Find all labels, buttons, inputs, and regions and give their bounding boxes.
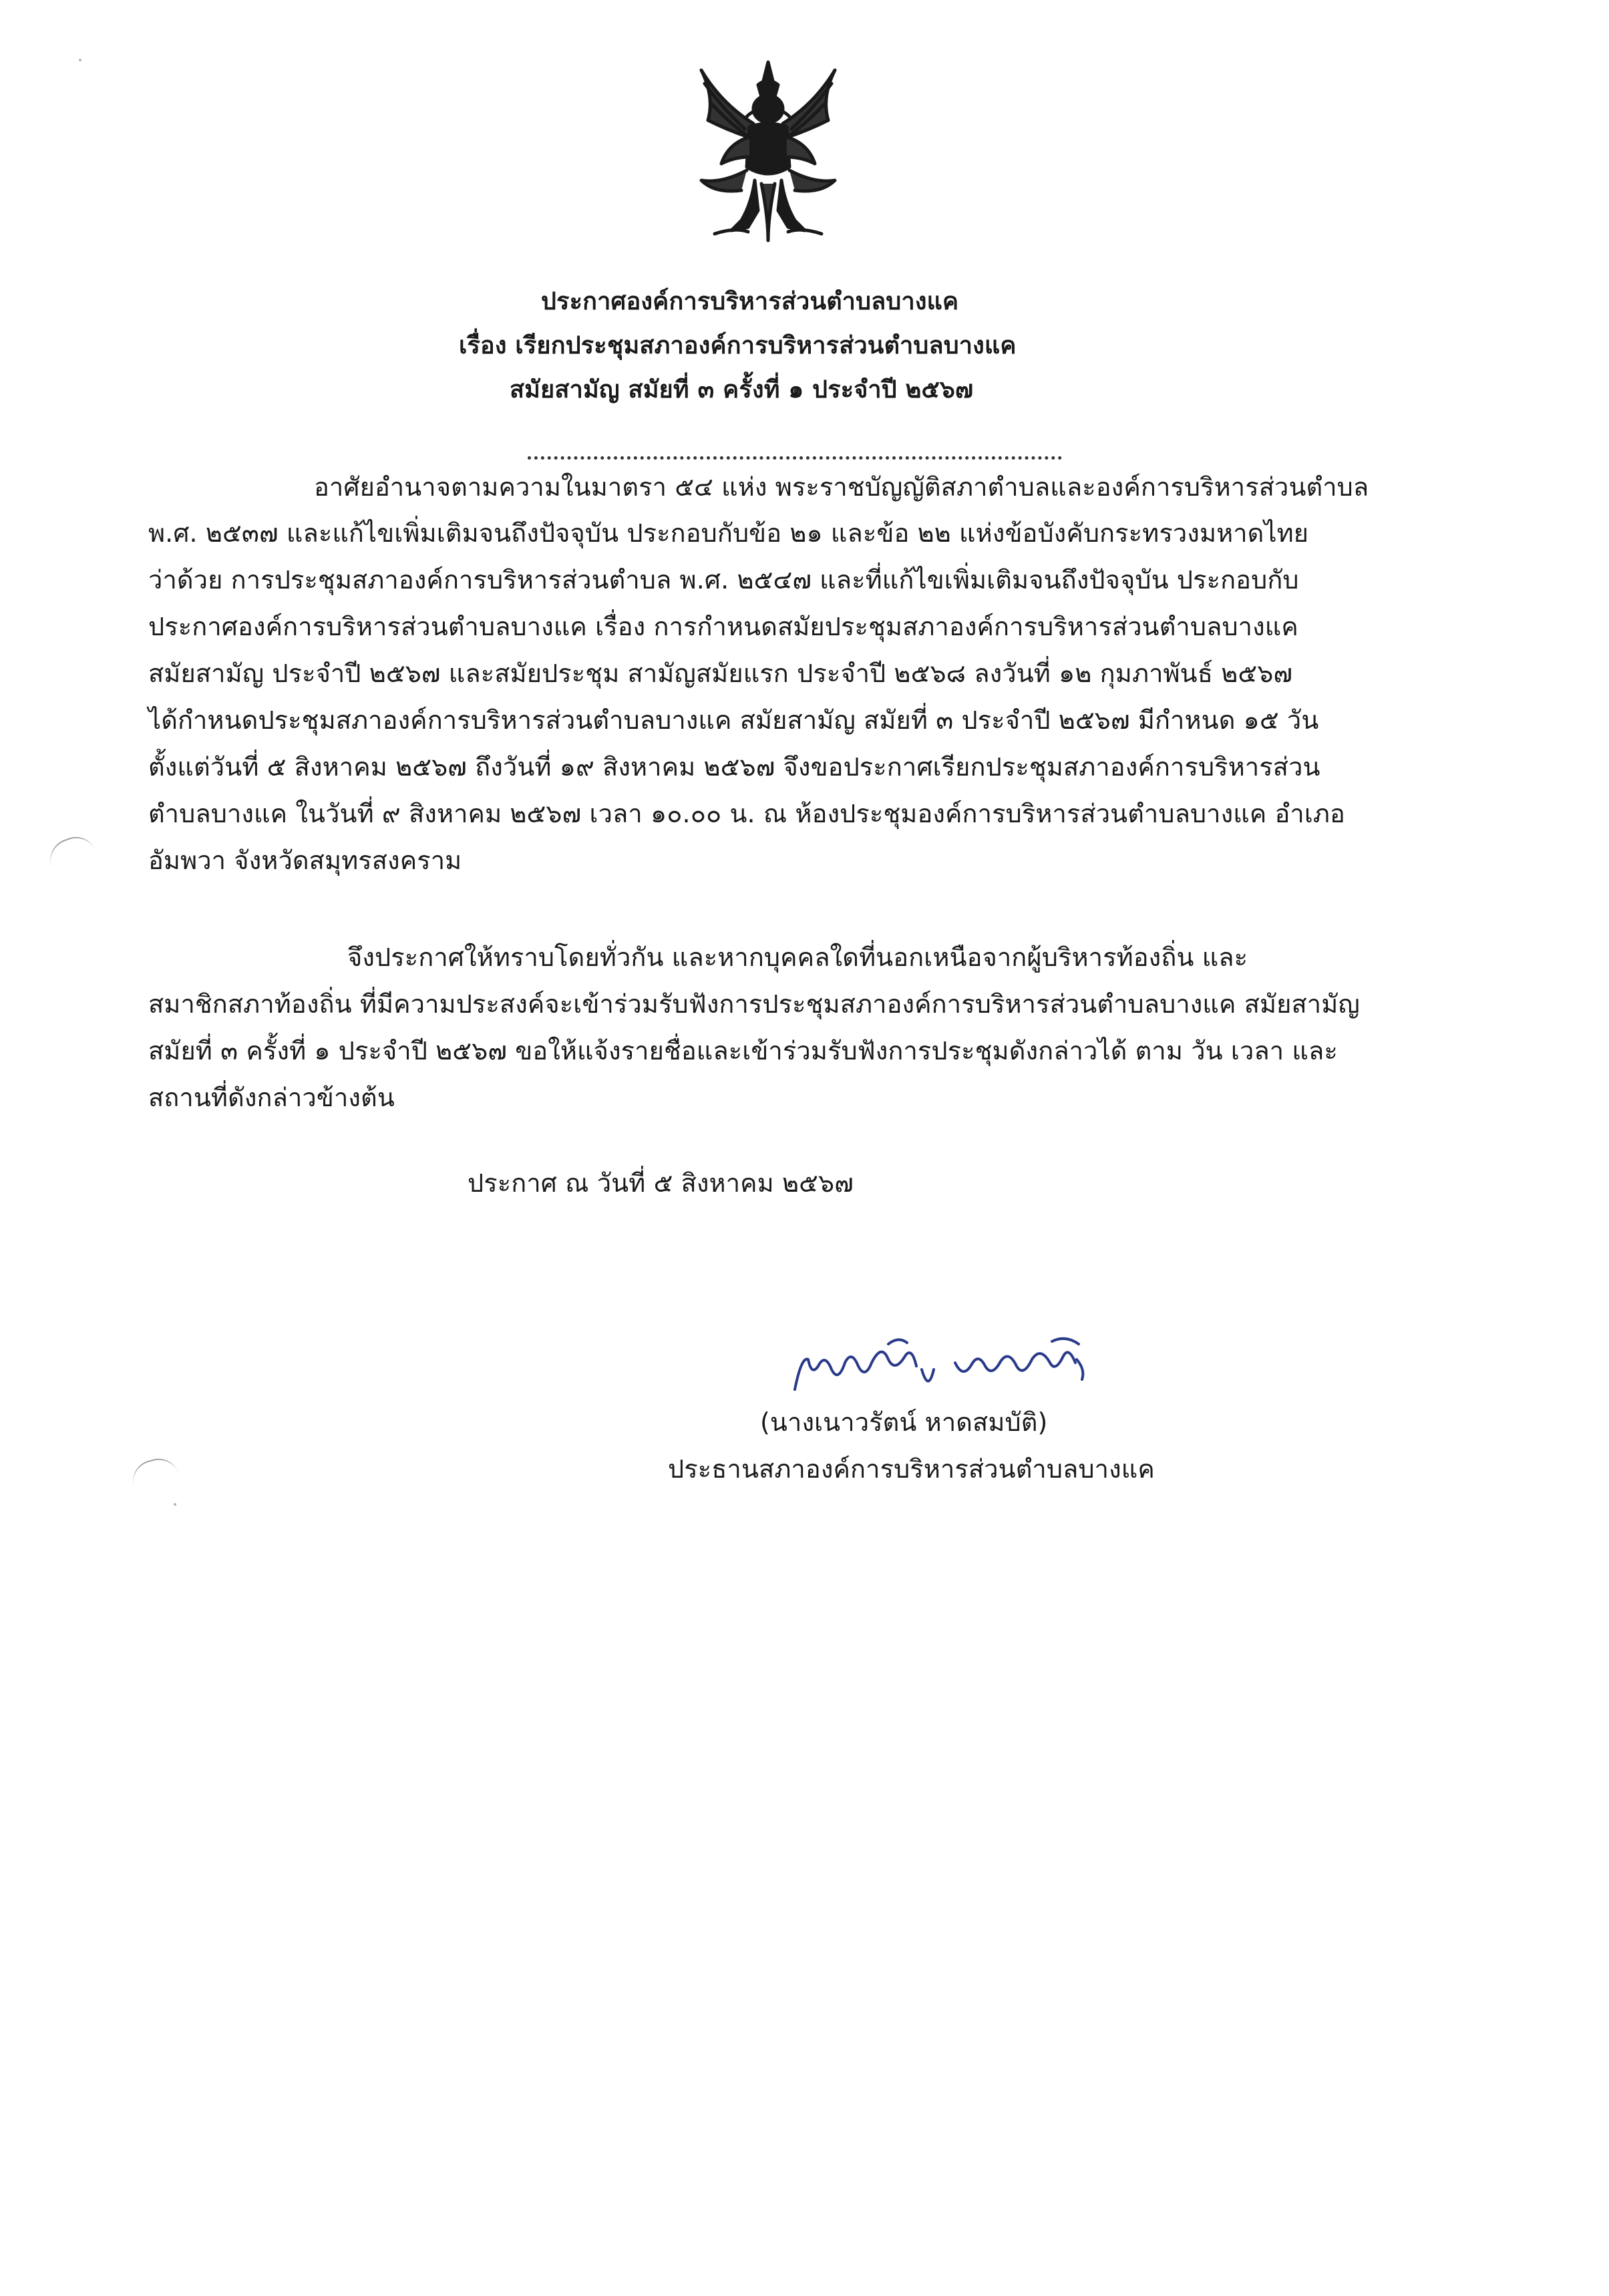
signatory-position: ประธานสภาองค์การบริหารส่วนตำบลบางแค <box>668 1454 1155 1484</box>
body-line: ได้กำหนดประชุมสภาองค์การบริหารส่วนตำบลบางแค สมัยสามัญ สมัยที่ ๓ ประจำปี ๒๕๖๗ มีกำหนด ๑๕ วัน <box>148 705 1319 735</box>
handwritten-signature-icon <box>788 1329 1109 1403</box>
body-line: สมัยสามัญ ประจำปี ๒๕๖๗ และสมัยประชุม สามัญสมัยแรก ประจำปี ๒๕๖๘ ลงวันที่ ๑๒ กุมภาพันธ์ ๒๕๖๗ <box>148 659 1293 688</box>
body-line: ตั้งแต่วันที่ ๕ สิงหาคม ๒๕๖๗ ถึงวันที่ ๑๙ สิงหาคม ๒๕๖๗ จึงขอประกาศเรียกประชุมสภาองค์การบริหารส่วน <box>148 752 1320 782</box>
punch-hole-mark-lower <box>128 1454 179 1486</box>
body-line: สมัยที่ ๓ ครั้งที่ ๑ ประจำปี ๒๕๖๗ ขอให้แจ้งรายชื่อและเข้าร่วมรับฟังการประชุมดังกล่าวได้ ตาม วัน เวลา และ <box>148 1036 1338 1065</box>
body-line: จึงประกาศให้ทราบโดยทั่วกัน และหากบุคคลใดที่นอกเหนือจากผู้บริหารท้องถิ่น และ <box>347 943 1248 972</box>
announcement-session: สมัยสามัญ สมัยที่ ๓ ครั้งที่ ๑ ประจำปี ๒๕๖๗ <box>510 376 974 403</box>
scan-speck <box>79 59 81 61</box>
announcement-subject: เรื่อง เรียกประชุมสภาองค์การบริหารส่วนตำบลบางแค <box>459 332 1017 359</box>
body-line: สมาชิกสภาท้องถิ่น ที่มีความประสงค์จะเข้าร่วมรับฟังการประชุมสภาองค์การบริหารส่วนตำบลบางแค สมัยสามัญ <box>148 989 1360 1019</box>
body-line: พ.ศ. ๒๕๓๗ และแก้ไขเพิ่มเติมจนถึงปัจจุบัน ประกอบกับข้อ ๒๑ และข้อ ๒๒ แห่งข้อบังคับกระทรวงมหาดไทย <box>148 518 1309 548</box>
body-line: สถานที่ดังกล่าวข้างต้น <box>148 1083 395 1112</box>
body-line: ว่าด้วย การประชุมสภาองค์การบริหารส่วนตำบล พ.ศ. ๒๕๔๗ และที่แก้ไขเพิ่มเติมจนถึงปัจจุบัน ประกอบกับ <box>148 565 1299 595</box>
scan-speck <box>174 1503 176 1506</box>
body-line: ตำบลบางแค ในวันที่ ๙ สิงหาคม ๒๕๖๗ เวลา ๑๐.๐๐ น. ณ ห้องประชุมองค์การบริหารส่วนตำบลบางแค อำเภอ <box>148 799 1345 828</box>
signatory-name: (นางเนาวรัตน์ หาดสมบัติ) <box>760 1408 1048 1437</box>
garuda-emblem-icon <box>675 57 862 251</box>
announcement-title: ประกาศองค์การบริหารส่วนตำบลบางแค <box>541 288 959 315</box>
body-line: อัมพวา จังหวัดสมุทรสงคราม <box>148 846 462 875</box>
body-line: ประกาศองค์การบริหารส่วนตำบลบางแค เรื่อง การกำหนดสมัยประชุมสภาองค์การบริหารส่วนตำบลบางแค <box>148 612 1298 641</box>
body-line: อาศัยอำนาจตามความในมาตรา ๕๔ แห่ง พระราชบัญญัติสภาตำบลและองค์การบริหารส่วนตำบล <box>314 472 1369 502</box>
dotted-divider <box>528 456 1062 460</box>
announcement-date: ประกาศ ณ วันที่ ๕ สิงหาคม ๒๕๖๗ <box>468 1168 854 1198</box>
punch-hole-mark-upper <box>45 831 96 867</box>
